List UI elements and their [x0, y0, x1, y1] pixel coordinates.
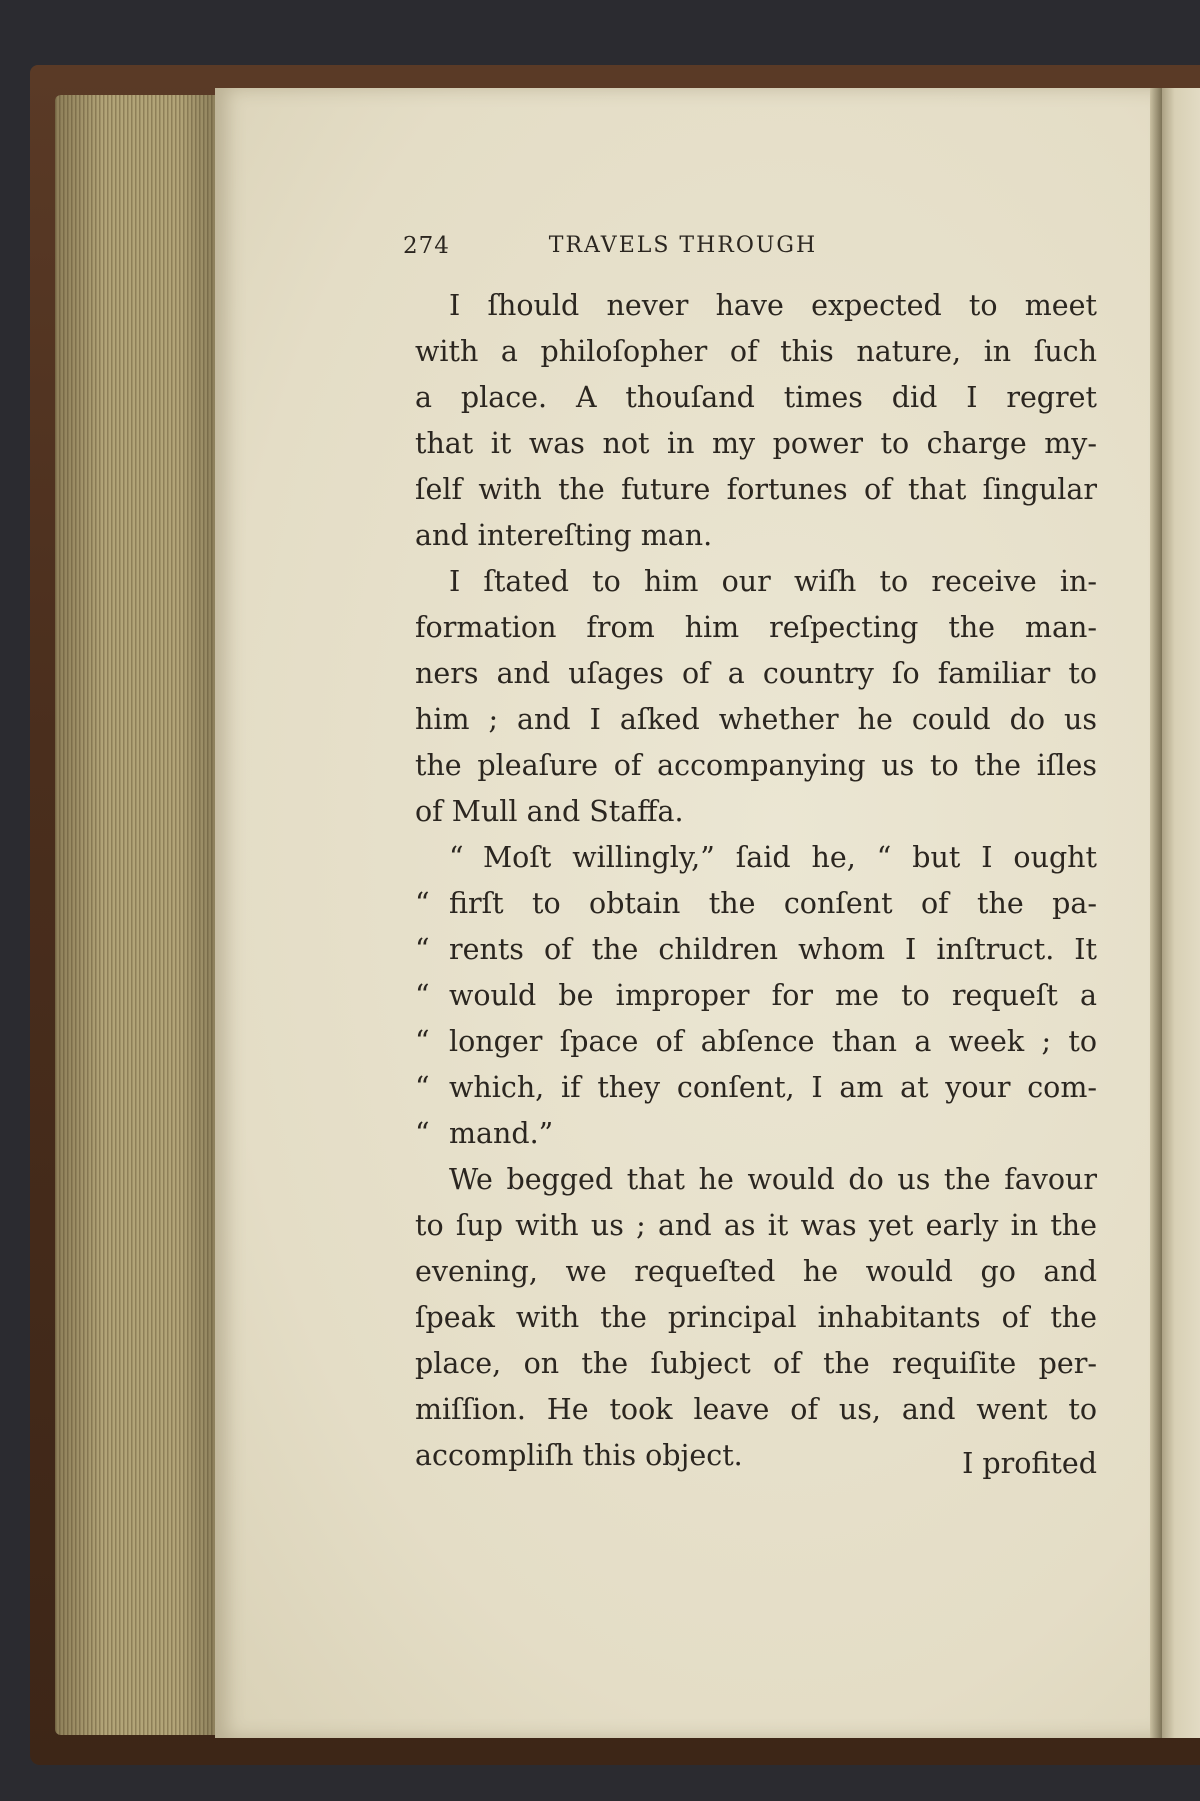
- next-page-edge: [1158, 88, 1200, 1738]
- text-line: with a philoſopher of this nature, in ſuch: [415, 335, 1097, 368]
- text-line: evening, we requeſted he would go and: [415, 1255, 1097, 1288]
- quote-line: [415, 835, 1097, 881]
- quote-mark: “: [415, 1117, 430, 1150]
- quote-text: would be improper for me to requeſt a: [449, 979, 1097, 1012]
- text-line: miſſion. He took leave of us, and went to: [415, 1393, 1097, 1426]
- quote-mark: “: [415, 933, 430, 966]
- quote-line: [415, 1019, 1097, 1065]
- text-line: a place. A thouſand times did I regret: [415, 381, 1097, 414]
- text-line: place, on the ſubject of the requiſite per-: [415, 1347, 1097, 1380]
- quote-text: longer ſpace of abſence than a week ; to: [449, 1025, 1097, 1058]
- quote-text: Moſt willingly,” ſaid he, “ but I ought: [483, 841, 1097, 874]
- page-gutter: [1150, 88, 1162, 1738]
- text-line: the pleaſure of accompanying us to the iſles: [415, 749, 1097, 782]
- quote-line: [415, 1065, 1097, 1111]
- page-number: 274: [403, 233, 450, 259]
- quote-text: firſt to obtain the conſent of the pa-: [449, 887, 1097, 920]
- quote-text: mand.”: [449, 1117, 554, 1150]
- quote-mark: “: [449, 841, 464, 874]
- catchword: I profited: [962, 1447, 1097, 1480]
- quote-mark: “: [415, 887, 430, 920]
- quote-text: rents of the children whom I inſtruct. It: [449, 933, 1097, 966]
- quote-text: which, if they conſent, I am at your com-: [449, 1071, 1097, 1104]
- text-line: formation from him reſpecting the man-: [415, 611, 1097, 644]
- text-line: that it was not in my power to charge my-: [415, 427, 1097, 460]
- text-line: of Mull and Staffa.: [415, 795, 684, 828]
- text-line: I ſhould never have expected to meet: [449, 289, 1097, 322]
- running-head: TRAVELS THROUGH: [548, 233, 818, 258]
- body-text: [415, 283, 1097, 1479]
- text-line: accompliſh this object.: [415, 1439, 743, 1472]
- text-line: to ſup with us ; and as it was yet early in the: [415, 1209, 1097, 1242]
- quote-line: [415, 881, 1097, 927]
- page-header: [403, 233, 963, 273]
- quote-mark: “: [415, 1025, 430, 1058]
- quote-line: [415, 927, 1097, 973]
- text-line: We begged that he would do us the favour: [449, 1163, 1097, 1196]
- quote-line: [415, 1111, 1097, 1157]
- text-line: ſpeak with the principal inhabitants of the: [415, 1301, 1097, 1334]
- quote-line: [415, 973, 1097, 1019]
- page-edges: [55, 95, 220, 1735]
- book-page: [215, 88, 1155, 1738]
- page-text-area: [215, 88, 1155, 1738]
- text-line: ners and uſages of a country ſo familiar to: [415, 657, 1097, 690]
- text-line: him ; and I aſked whether he could do us: [415, 703, 1097, 736]
- text-line: I ſtated to him our wiſh to receive in-: [449, 565, 1097, 598]
- quote-mark: “: [415, 1071, 430, 1104]
- text-line: and intereſting man.: [415, 519, 713, 552]
- text-line: ſelf with the future fortunes of that ſingular: [415, 473, 1097, 506]
- quote-mark: “: [415, 979, 430, 1012]
